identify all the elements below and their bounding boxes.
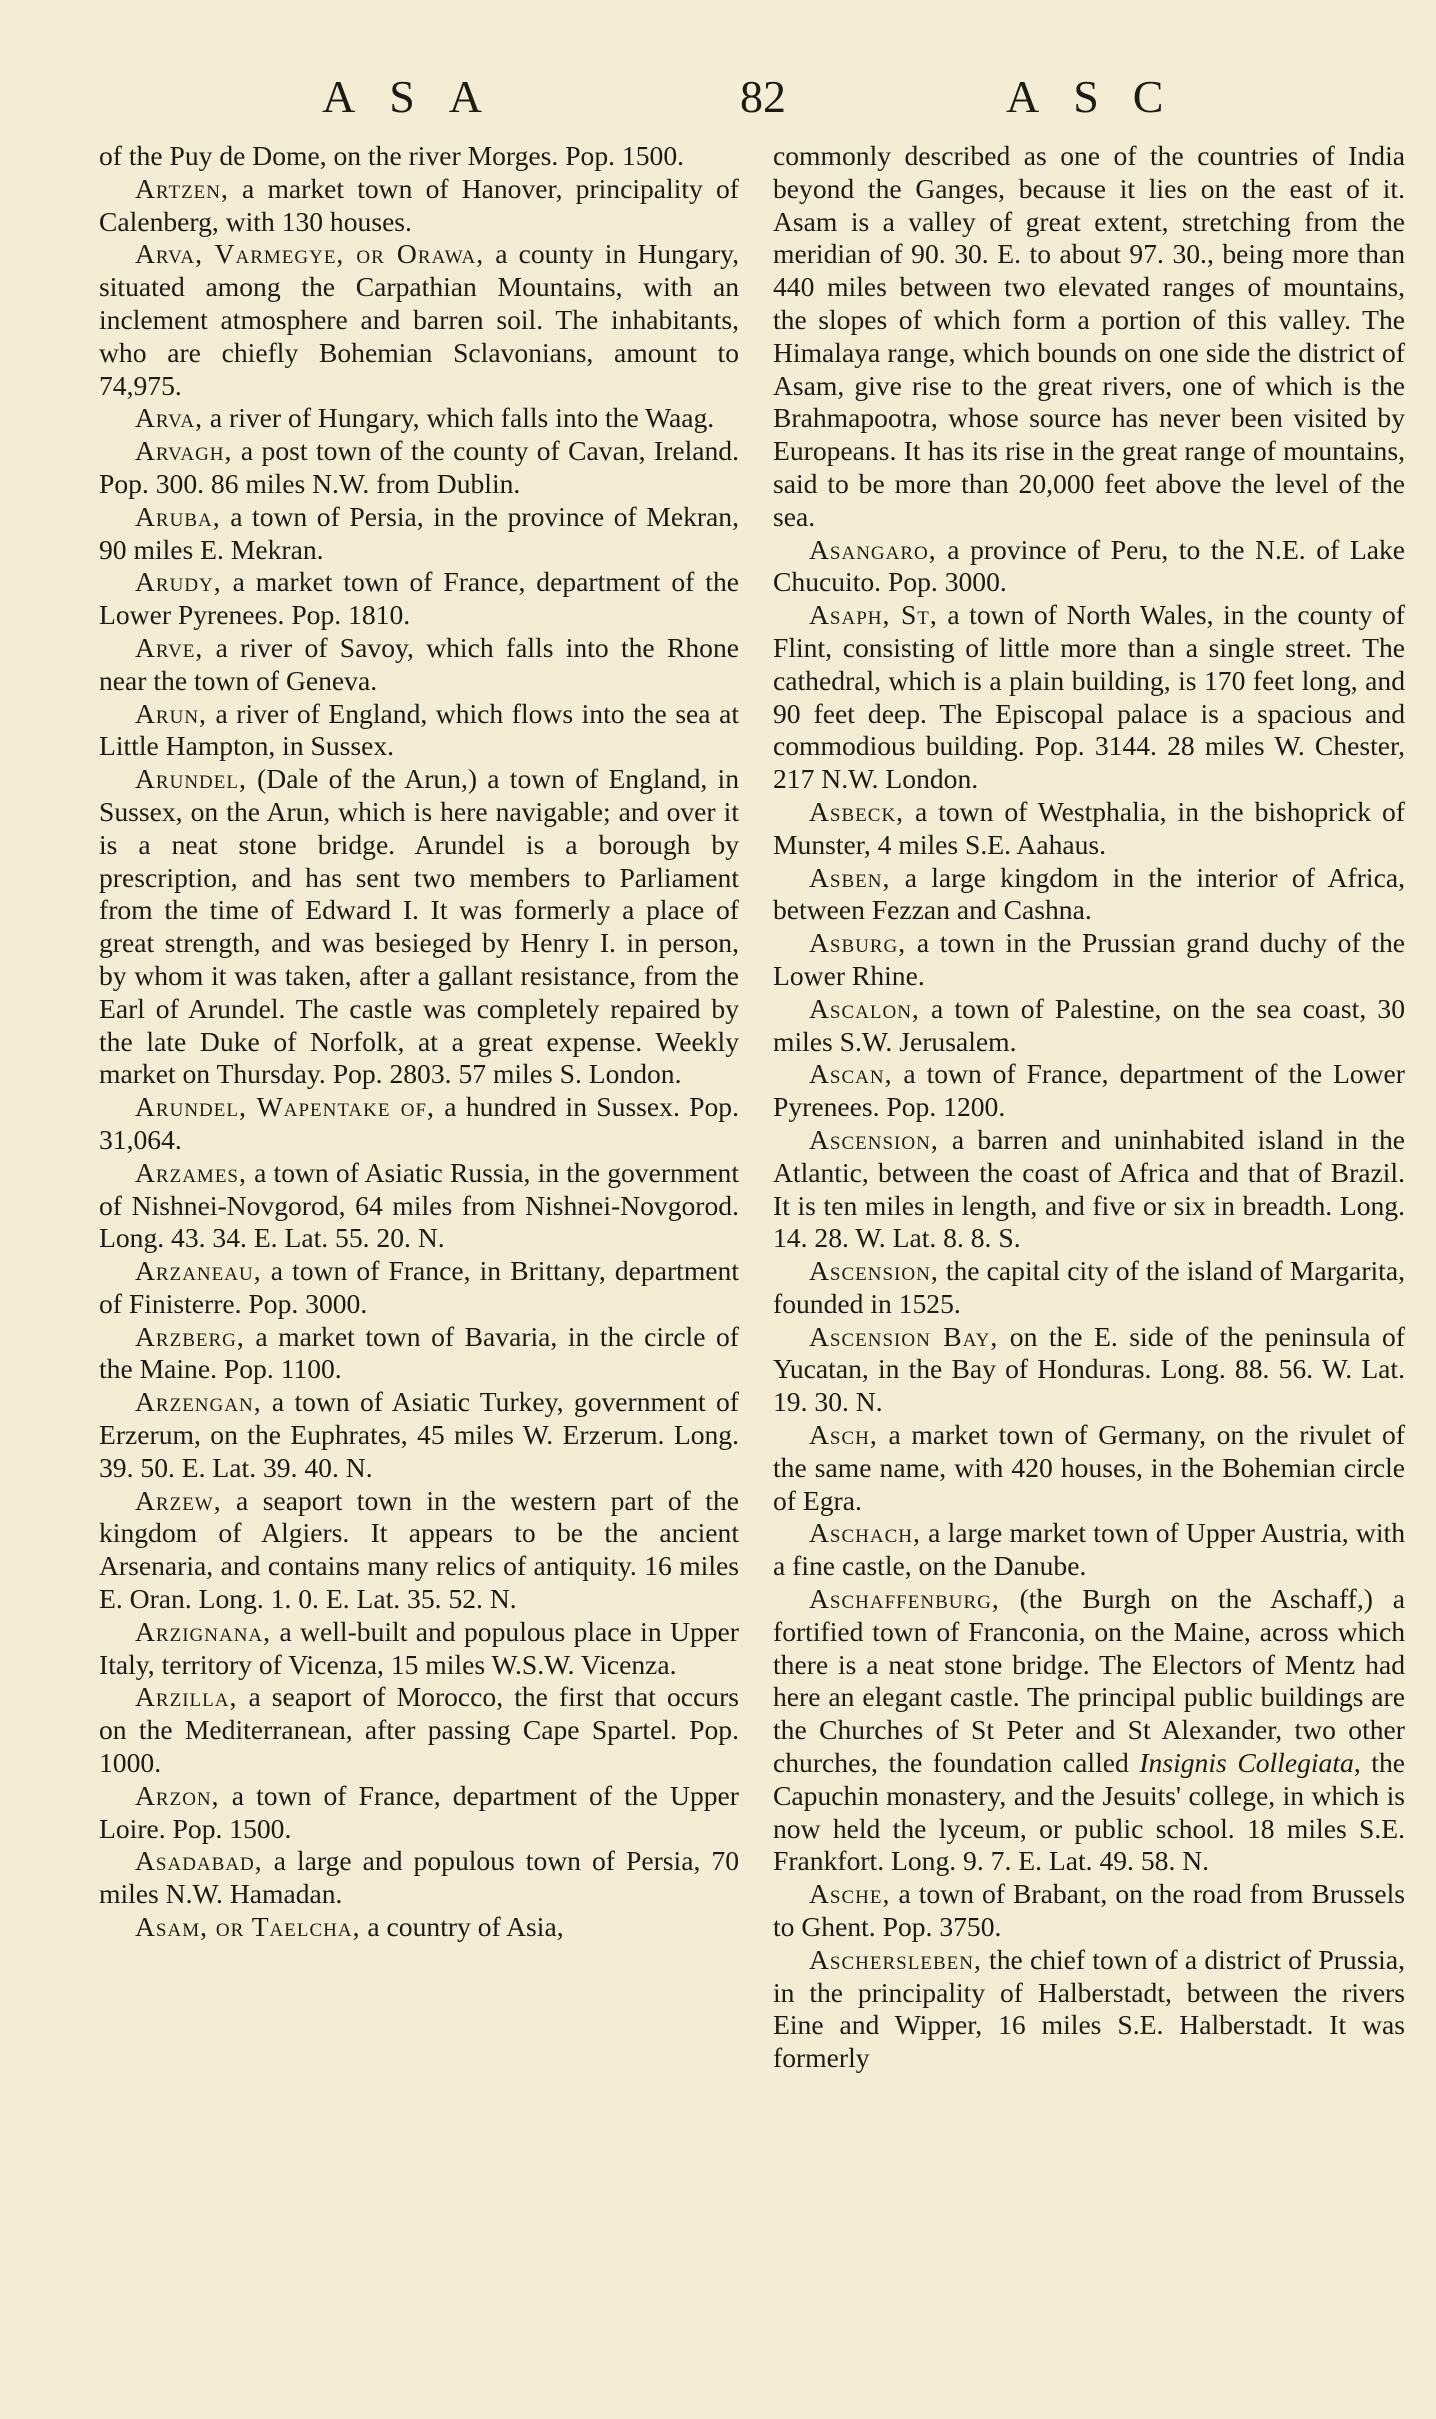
gazetteer-entry: [99, 632, 739, 698]
entry-text-continued: , the Capuchin monastery, and the Jesuits' college, in which is now held the lyceum, or public school. 18 miles S.E. Frankfort. Long. 9. 7. E. Lat. 49. 58. N.: [773, 1747, 1406, 1877]
entry-text: of the Puy de Dome, on the river Morges. Pop. 1500.: [99, 140, 685, 171]
gazetteer-entry: [773, 1878, 1405, 1944]
entry-headword: Asaph, St,: [809, 599, 938, 631]
gazetteer-entry: [99, 763, 739, 1091]
entry-italic-text: Insignis Collegiata: [1139, 1747, 1354, 1779]
entry-text: a market town of France, department of the Lower Pyrenees. Pop. 1810.: [99, 566, 739, 631]
entry-headword: Ascalon,: [809, 992, 920, 1024]
gazetteer-entry: [99, 1157, 739, 1255]
entry-text: a barren and uninhabited island in the Atlantic, between the coast of Africa and that of Brazil. It is ten miles in length, and five or six in breadth. Long. 14. 28. W. Lat. 8. 8. S.: [773, 1123, 1405, 1254]
entry-headword: Arzberg,: [135, 1320, 245, 1352]
entry-headword: Arzames,: [135, 1156, 247, 1188]
entry-text: a town of France, department of the Lower Pyrenees. Pop. 1200.: [773, 1058, 1405, 1123]
entry-headword: Arun,: [135, 697, 207, 729]
entry-text: a county in Hungary, situated among the Carpathian Mountains, with an inclement atmosphere and barren soil. The inhabitants, who are chiefly Bohemian Sclavonians, amount to 74,975.: [99, 238, 739, 401]
gazetteer-entry: [773, 1583, 1405, 1878]
running-header: [0, 70, 1436, 130]
entry-text: a town of Asiatic Russia, in the government of Nishnei-Novgorod, 64 miles from Nishnei-Novgorod. Long. 43. 34. E. Lat. 55. 20. N.: [99, 1156, 739, 1254]
entry-text: a river of Savoy, which falls into the Rhone near the town of Geneva.: [99, 631, 739, 696]
gazetteer-entry: [99, 1386, 739, 1484]
entry-text: a hundred in Sussex. Pop. 31,064.: [99, 1091, 740, 1155]
gazetteer-entry: [99, 435, 739, 501]
entry-text: (the Burgh on the Aschaff,) a fortified town of Franconia, on the Maine, across which there is a neat stone bridge. The Electors of Mentz had here an elegant castle. The principal public buildings are the Churches of St Peter and St Alexander, two other churches, the foundation called: [773, 1583, 1405, 1779]
entry-headword: Arzaneau,: [135, 1255, 262, 1287]
entry-text: a river of Hungary, which falls into the Waag.: [202, 402, 715, 434]
gazetteer-entry: [99, 1911, 739, 1944]
entry-headword: Aschach,: [809, 1517, 921, 1549]
gazetteer-entry: [773, 1944, 1405, 2075]
entry-text: the capital city of the island of Margarita, founded in 1525.: [773, 1255, 1405, 1319]
entry-headword: Arva, Varmegye, or Orawa,: [135, 238, 485, 270]
entry-headword: Aschaffenburg,: [809, 1583, 1000, 1615]
entry-text: a large market town of Upper Austria, with a fine castle, on the Danube.: [773, 1517, 1405, 1582]
entry-headword: Arva,: [135, 402, 203, 434]
entry-headword: Arzengan,: [135, 1386, 262, 1418]
gazetteer-entry: [773, 1517, 1405, 1583]
entry-headword: Arzignana,: [135, 1615, 272, 1647]
entry-text: a town of Westphalia, in the bishoprick of Munster, 4 miles S.E. Aahaus.: [773, 795, 1405, 860]
entry-headword: Asch,: [809, 1419, 878, 1451]
entry-headword: Arzon,: [135, 1779, 220, 1811]
gazetteer-entry: [773, 1058, 1405, 1124]
entry-text: a town of Palestine, on the sea coast, 30 miles S.W. Jerusalem.: [773, 992, 1405, 1057]
entry-text: a town of Asiatic Turkey, government of Erzerum, on the Euphrates, 45 miles W. Erzerum. Long. 39. 50. E. Lat. 39. 40. N.: [99, 1386, 739, 1483]
entry-headword: Asche,: [809, 1878, 891, 1910]
entry-headword: Asbeck,: [809, 795, 905, 827]
entry-text: on the E. side of the peninsula of Yucatan, in the Bay of Honduras. Long. 88. 56. W. Lat. 19. 30. N.: [773, 1320, 1405, 1418]
entry-text: a town in the Prussian grand duchy of the Lower Rhine.: [773, 927, 1405, 991]
gazetteer-entry: [99, 1780, 739, 1846]
gazetteer-entry: [99, 140, 739, 173]
entry-headword: Asadabad,: [135, 1845, 263, 1877]
entry-headword: Ascension,: [809, 1123, 939, 1155]
entry-headword: Asben,: [809, 861, 891, 893]
gazetteer-entry: [99, 173, 739, 239]
entry-text: a country of Asia,: [360, 1911, 564, 1943]
entry-headword: Arundel, Wapentake of,: [135, 1091, 435, 1123]
right-column: [773, 140, 1405, 2075]
gazetteer-entry: [773, 796, 1405, 862]
entry-text: a seaport town in the western part of the kingdom of Algiers. It appears to be the ancient Arsenaria, and contains many relics of antiquity. 16 miles E. Oran. Long. 1. 0. E. Lat. 35. 52. N.: [99, 1484, 739, 1615]
entry-headword: Arve,: [135, 631, 204, 663]
gazetteer-entry: [99, 1091, 739, 1157]
entry-text: the chief town of a district of Prussia, in the principality of Halberstadt, between the rivers Eine and Wipper, 16 miles S.E. Halberstadt. It was formerly: [773, 1943, 1405, 2074]
gazetteer-entry: [773, 862, 1405, 928]
gazetteer-entry: [773, 534, 1405, 600]
gazetteer-entry: [99, 1255, 739, 1321]
gazetteer-entry: [773, 140, 1405, 534]
gazetteer-entry: [773, 1255, 1405, 1321]
entry-text: a province of Peru, to the N.E. of Lake Chucuito. Pop. 3000.: [773, 533, 1405, 598]
gazetteer-entry: [99, 698, 739, 764]
gazetteer-entry: [773, 1321, 1405, 1419]
gazetteer-entry: [773, 993, 1405, 1059]
entry-headword: Asangaro,: [809, 533, 937, 565]
page-number: 82: [740, 71, 786, 122]
entry-text: a post town of the county of Cavan, Ireland. Pop. 300. 86 miles N.W. from Dublin.: [99, 435, 739, 499]
entry-headword: Ascan,: [809, 1058, 893, 1090]
gazetteer-entry: [99, 238, 739, 402]
gazetteer-entry: [99, 1485, 739, 1616]
gazetteer-entry: [773, 927, 1405, 993]
entry-headword: Arudy,: [135, 566, 222, 598]
entry-headword: Ascension Bay,: [809, 1320, 999, 1352]
entry-headword: Arundel,: [135, 763, 247, 795]
entry-text: (Dale of the Arun,) a town of England, in Sussex, on the Arun, which is here navigable; and over it is a neat stone bridge. Arundel is a borough by prescription, and has sent two members to Parliament from the time of Edward I. It was formerly a place of great strength, and was besieged by Henry I. in person, by whom it was taken, after a gallant resistance, from the Earl of Arundel. The castle was completely repaired by the late Duke of Norfolk, at a great expense. Weekly market on Thursday. Pop. 2803. 57 miles S. London.: [99, 763, 739, 1090]
gazetteer-entry: [99, 566, 739, 632]
entry-headword: Asburg,: [809, 927, 907, 959]
gazetteer-entry: [99, 1845, 739, 1911]
entry-headword: Aruba,: [135, 500, 221, 532]
entry-text: a town of Brabant, on the road from Brussels to Ghent. Pop. 3750.: [773, 1878, 1405, 1943]
header-right: ASC: [1006, 71, 1198, 122]
entry-headword: Ascension,: [809, 1255, 939, 1287]
gazetteer-entry: [773, 599, 1405, 796]
gazetteer-entry: [773, 1419, 1405, 1517]
entry-text: a river of England, which flows into the sea at Little Hampton, in Sussex.: [99, 697, 739, 762]
entry-headword: Artzen,: [135, 172, 229, 204]
entry-text: a large and populous town of Persia, 70 miles N.W. Hamadan.: [99, 1845, 739, 1910]
entry-text: a town of Persia, in the province of Mekran, 90 miles E. Mekran.: [99, 500, 739, 565]
entry-text: a town of North Wales, in the county of Flint, consisting of little more than a single street. The cathedral, which is a plain building, is 170 feet long, and 90 feet deep. The Episcopal palace is a spacious and commodious building. Pop. 3144. 28 miles W. Chester, 217 N.W. London.: [773, 599, 1405, 795]
gazetteer-entry: [99, 1616, 739, 1682]
entry-headword: Arvagh,: [135, 435, 233, 467]
left-column: [99, 140, 739, 1944]
entry-text: a well-built and populous place in Upper Italy, territory of Vicenza, 15 miles W.S.W. Vicenza.: [99, 1615, 739, 1680]
entry-headword: Arzew,: [135, 1484, 222, 1516]
gazetteer-entry: [99, 1681, 739, 1779]
gazetteer-entry: [99, 1321, 739, 1387]
gazetteer-entry: [99, 501, 739, 567]
header-left: ASA: [322, 71, 517, 122]
entry-headword: Asam, or Taelcha,: [135, 1911, 361, 1943]
entry-text: commonly described as one of the countries of India beyond the Ganges, because it lies on the east of it. Asam is a valley of great extent, stretching from the meridian of 90. 30. E. to about 97. 30., being more than 440 miles between two elevated ranges of mountains, the slopes of which form a portion of this valley. The Himalaya range, which bounds on one side the district of Asam, give rise to the great rivers, one of which is the Brahmapootra, whose source has never been visited by Europeans. It has its rise in the great range of mountains, said to be more than 20,000 feet above the level of the sea.: [773, 140, 1405, 532]
entry-text: a seaport of Morocco, the first that occurs on the Mediterranean, after passing Cape Spartel. Pop. 1000.: [99, 1681, 739, 1779]
entry-text: a market town of Hanover, principality of Calenberg, with 130 houses.: [99, 172, 739, 237]
entry-text: a market town of Germany, on the rivulet of the same name, with 420 houses, in the Bohemian circle of Egra.: [773, 1419, 1405, 1516]
entry-text: a large kingdom in the interior of Africa, between Fezzan and Cashna.: [773, 861, 1405, 926]
entry-headword: Arzilla,: [135, 1681, 238, 1713]
entry-text: a market town of Bavaria, in the circle of the Maine. Pop. 1100.: [99, 1320, 739, 1385]
gazetteer-entry: [99, 402, 739, 435]
entry-text: a town of France, department of the Upper Loire. Pop. 1500.: [99, 1779, 739, 1844]
entry-text: a town of France, in Brittany, department of Finisterre. Pop. 3000.: [99, 1255, 739, 1319]
gazetteer-entry: [773, 1124, 1405, 1255]
entry-headword: Aschersleben,: [809, 1943, 982, 1975]
